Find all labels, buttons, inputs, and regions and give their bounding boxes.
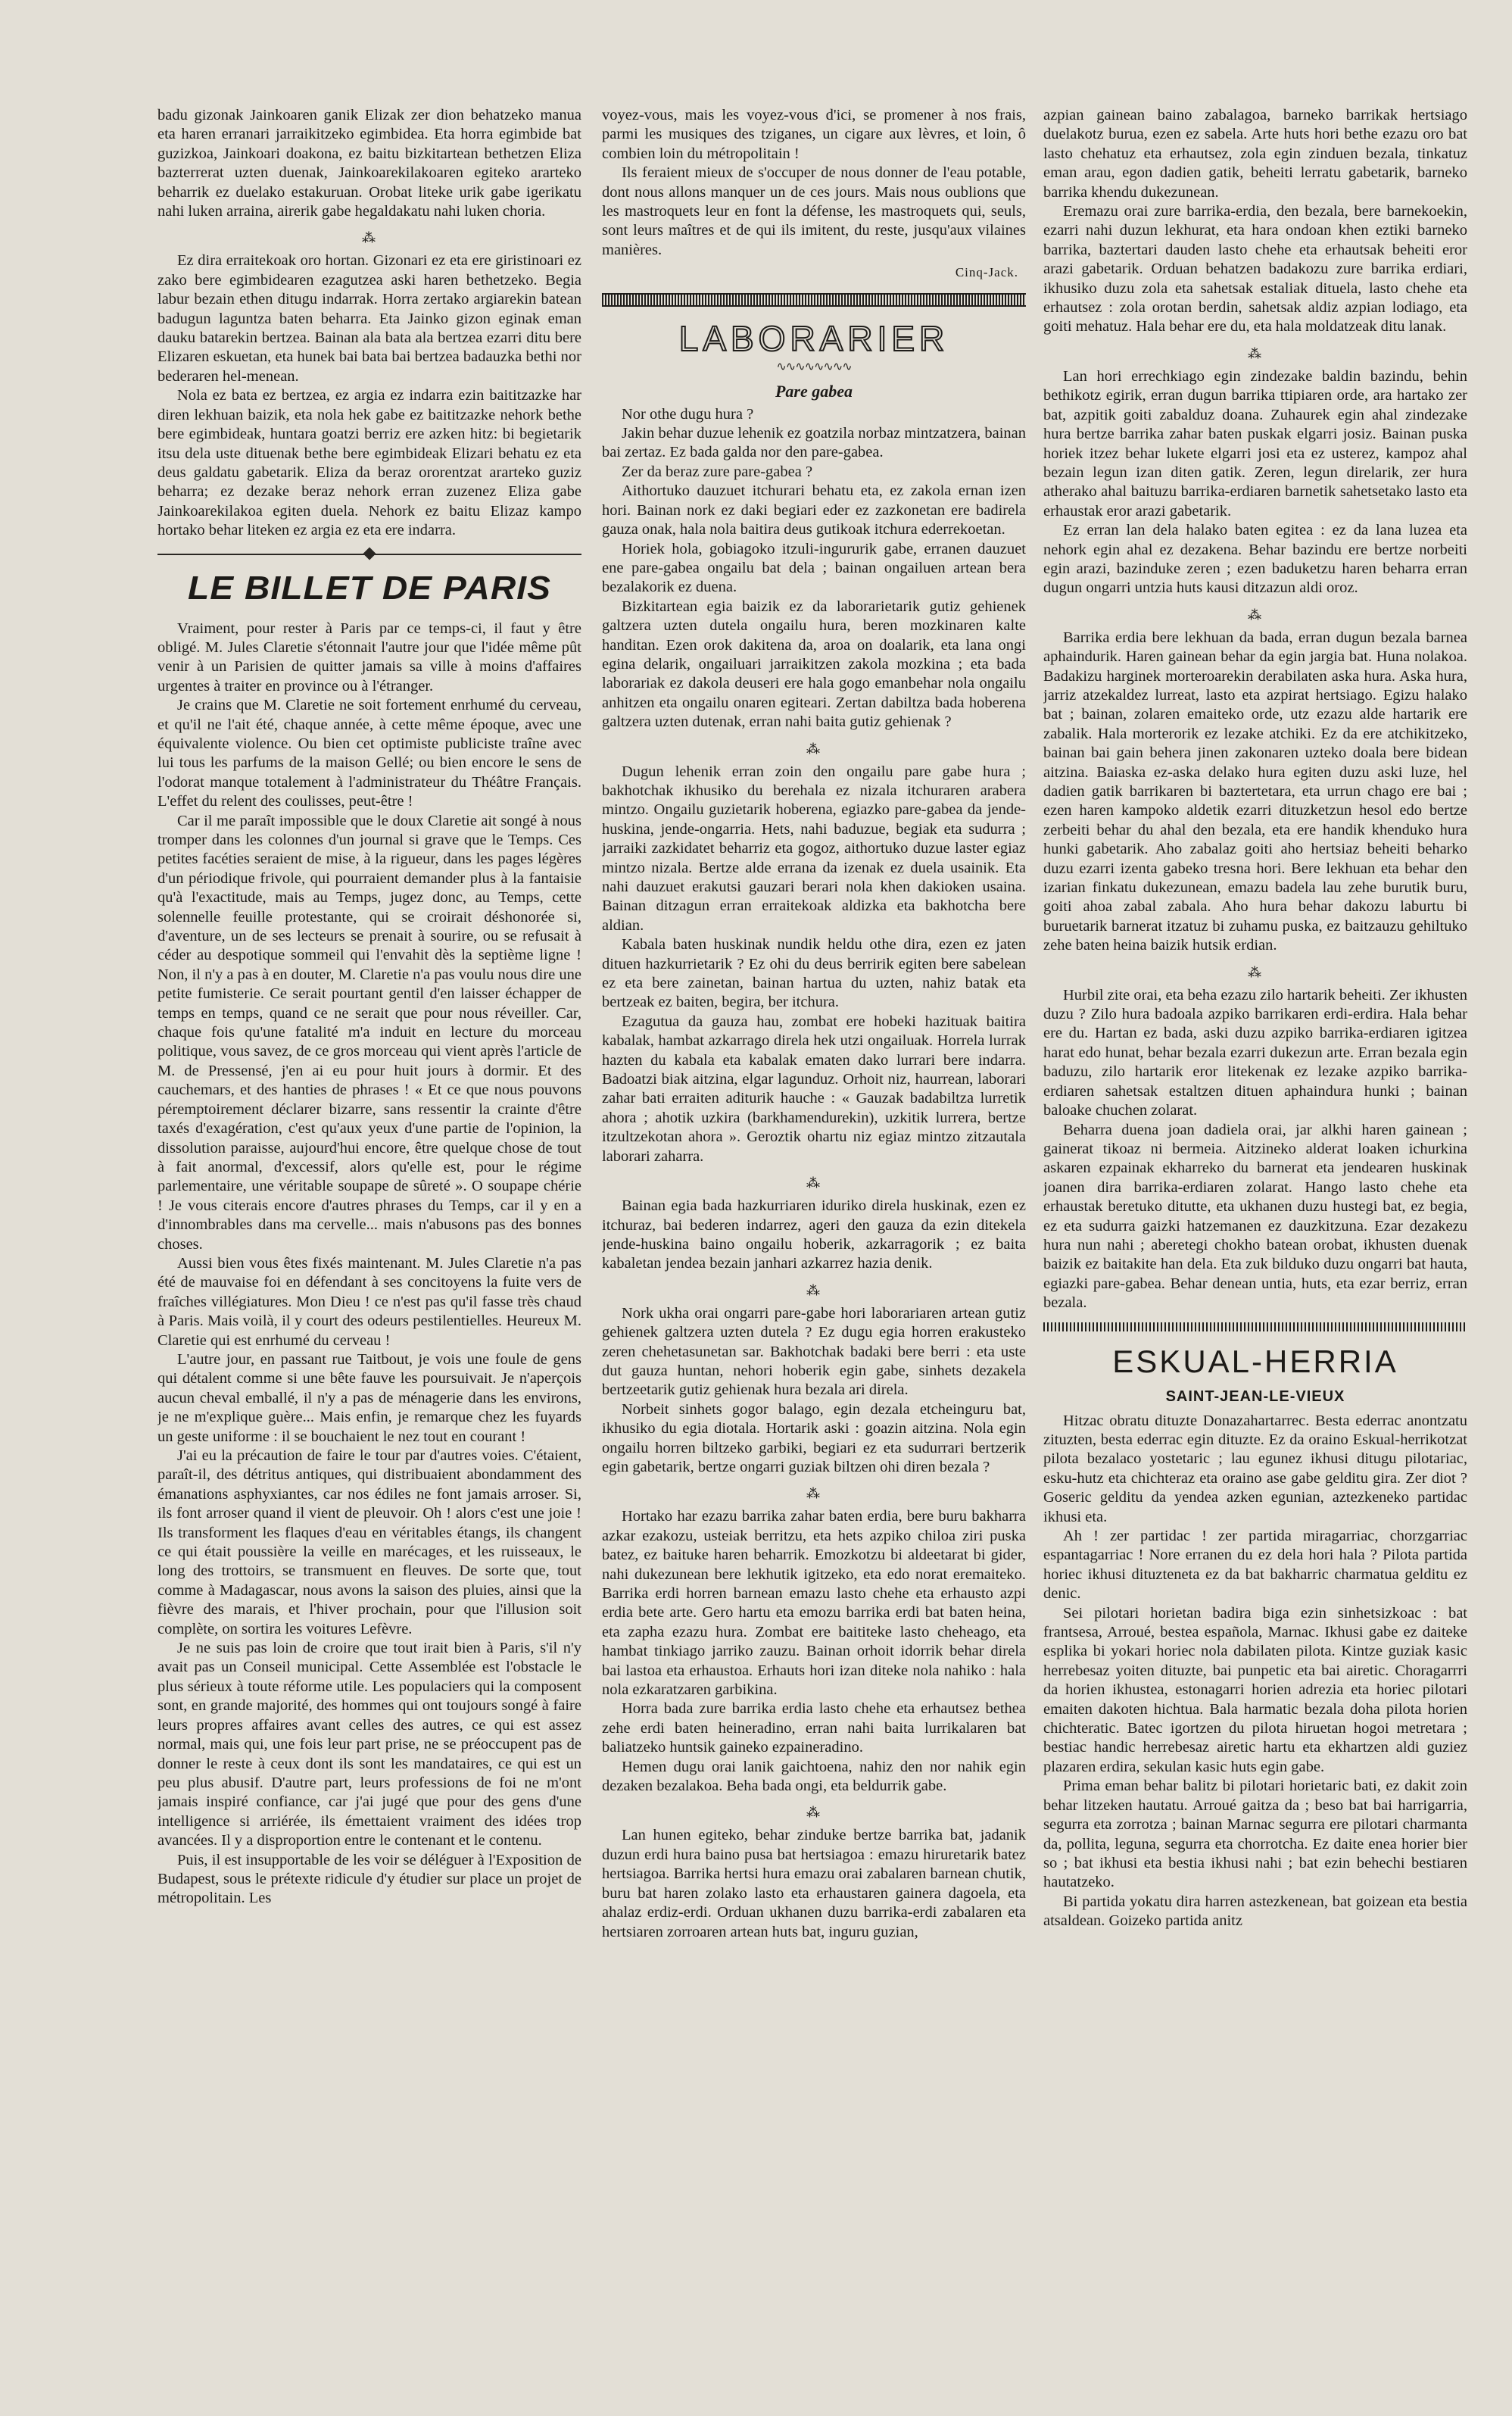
paragraph: L'autre jour, en passant rue Taitbout, je vois une foule de gens qui détalent comme si une bête fauve les poursuivait. Je n'aperçois aucun cheval emballé, il n'y a pas de ménagerie dans les environs, je ne m'explique guère... Mais enfin, je remarque chez les fuyards un geste uniforme : il se bouchaient le nez tout en courant ! <box>157 1350 581 1445</box>
paragraph: Car il me paraît impossible que le doux Claretie ait songé à nous tromper dans les colonnes d'un journal si grave que le Temps. Ces petites facéties seraient de mise, à la rigueur, dans les pages légères d'un périodique frivole, qui pourraient demander plus à la fantaisie qu'à l'exactitude, mais au Temps, jugez donc, au Temps, cette solennelle feuille protestante, qui se croirait déshonorée si, d'aventure, un de ses lecteurs se prenait à sourire, ou se refusait à céder au despotique sommeil qui l'envahit dès la septième ligne ! Non, il n'y a pas à en douter, M. Claretie n'a pas voulu nous dire une petite fumisterie. Ce serait pourtant gentil d'en laisser échapper de temps en temps, quand ce ne serait que pour nous réveiller. Car, chaque fois qu'une fatalité m'a induit en lecture du morceau politique, vous savez, de ce gros morceau qui vient après l'article de M. de Pressensé, j'en ai eu pour huit jours à dormir. Et des cauchemars, et des hanties de phrases ! « Et ce que nous pouvons péremptoirement déclarer bizarre, sans ressentir la crainte d'être taxés d'exagération, c'est qu'aux yeux d'une partie de l'opinion, la dissolution paraisse, aujourd'hui encore, être quelque chose de tout à fait anormal, d'excessif, alors qu'elle est, pour le régime parlementaire, une véritable soupape de sûreté ». O soupape chérie ! Je vous citerais encore d'autres phrases du Temps, car il y en a d'innombrables dans ma cervelle... mais n'abusons pas des bonnes choses. <box>157 812 581 1253</box>
hatched-divider <box>1043 1322 1467 1331</box>
section-separator: ⁂ <box>806 1175 821 1191</box>
paragraph: azpian gainean baino zabalagoa, barneko barrikak hertsiago duelakotz burua, ezen ez sabela. Arte huts hori bethe ezazu oro bat lasto chehatuz eta erhautsez, zola egin zinduen bezala, tinkatuz eman arau, egon dadien gatik, beheiti lerratu gabetarik, barneko barrika khendu dukezunean. <box>1043 107 1467 201</box>
paragraph: Barrika erdia bere lekhuan da bada, erran dugun bezala barnea aphaindurik. Haren gainean behar da egin jargia bat. Huna nolakoa. Badakizu harginek morteroarekin derabilaten aska hura. Aska hura, jarriz atzekaldez lurreat, lasto eta azpirat hertsiago. Egizu halako bat ; bainan, zolaren emaiteko orde, utz ezazu alde hartarik ere zabalik. Hala morterorik ez lezake atchiki. Ez da ere atchikitzeko, bainan bai gain behera jinen zakonaren uzteko doala bere bidean aitzina. Baiaska ez-aska delako hura egiten duzu aski luze, hel dadien gatik barrikaren bi baztertetara, eta urrun chago ere bai ; ezen haren kampoko aldetik ezarri dituzketzun hesol edo bertze zerbeiti behar du ahal den bezala, eta ere handik khenduko hura hunki gabetarik. Aho zabalaz goiti aho hertsiaz beheiti beharko duzu ezarri izenta gabeko tresna hori. Bere lekhuan eta behar den izarian finkatu dukezunean, emazu badela lau zehe burutik buru, goiti ahoa zabal zabala. Aho hura behar dakozu laburtu bi buruetarik barnerat itzatuz bi zuhamu puska, ez baitzauzu gehiltuko zehe baten heina baizik hutsik erdian. <box>1043 629 1467 954</box>
paragraph: Hitzac obratu dituzte Donazahartarrec. Besta ederrac anontzatu zituzten, besta ederrac egin dituzte. Ez da oraino Eskual-herrikotzat pilota bezalaco yostetaric ; lau egunez ikhusi ditugu pilotariac, esku-hutz eta chichteraz eta oraino ase gabe gelditu gira. Zer diot ? Goseric gelditu da yendea azken egunian, aztezkeneko partidac ikhusi eta. <box>1043 1412 1467 1525</box>
paragraph: Ez dira erraitekoak oro hortan. Gizonari ez eta ere giristinoari ez zako bere egimbidearen ezagutzea aski haren bethetzeko. Begia labur bezain ethen ditugu indarrak. Horra zertako argiarekin batean badugun laguntza baten beharra. Eta Jainko gizon eginak eman dauku batarekin bertzea. Bainan ala bata ala bertzea ezarri ditu bere Elizaren eskuetan, eta hunek bai bata bai bertzea badauzka bethi nor bederaren hel-menean. <box>157 252 581 385</box>
paragraph: Hortako har ezazu barrika zahar baten erdia, bere buru bakharra azkar ezakozu, usteiak berritzu, eta hets azpiko chiloa ziri puska batez, ez baituke haren beharrik. Emozkotzu bi aldeetarat bi gider, nahi dukezunean bere lekhutik igitzeko, eta edo norat eremaiteko. Barrika erdi horren barnean emazu lasto chehe eta erhausto azpi erdia bete arte. Gero hartu eta emozu barrika erdi bat baten heina, eta zapha ezazu hura. Zombat ere baititeke lasto cheheago, eta hambat tinkiago jarriko zauzu. Bainan orhoit idorrik behar direla bai lastoa eta erhaustoa. Erhauts hori izan diteke nola nahiko : hala nola ezkaratzaren garbikina. <box>602 1508 1026 1699</box>
paragraph: Ez erran lan dela halako baten egitea : ez da lana luzea eta nehork egin ahal ez dezakena. Behar bazindu ere bertze norbeiti egin arazi, bazinduke zeren ; ezen baduketzu haren beharra erran dugun ongarri untzia huts kausi ditzazun aldi oroz. <box>1043 522 1467 597</box>
paragraph: Bi partida yokatu dira harren astezkenean, bat goizean eta bestia atsaldean. Goizeko partida anitz <box>1043 1893 1467 1930</box>
wavy-ornament: ∿∿∿∿∿∿∿∿ <box>776 360 852 373</box>
column-2 <box>602 106 1026 2348</box>
section-separator: ⁂ <box>806 1486 821 1502</box>
paragraph: Ils feraient mieux de s'occuper de nous donner de l'eau potable, dont nous allons manquer un de ces jours. Mais nous oublions que les mastroquets leur en font la défense, les mastroquets qui, seuls, sont leurs maîtres et de qui ils imitent, du reste, jusqu'aux vilaines manières. <box>602 164 1026 258</box>
paragraph: Lan hunen egiteko, behar zinduke bertze barrika bat, jadanik duzun erdi hura baino pusa bat hertsiagoa : emazu hiruretarik batez hertsiagoa. Barrika hertsi hura emazu orai zabalaren barnean chutik, buru bat haren zolako lasto eta erhaustaren gainera dagoela, eta ahalaz erdiz-erdi. Orduan ukhanen duzu barrika-erdi zabalaren eta hertsiaren zorroaren artean huts bat, inguru guzian, <box>602 1827 1026 1940</box>
paragraph: Horra bada zure barrika erdia lasto chehe eta erhautsez bethea zehe erdi baten heineradino, erran nahi baita lurrikalaren bat baliatzeko huntsik gaineko ezpaineradino. <box>602 1700 1026 1756</box>
section-separator: ⁂ <box>806 1805 821 1821</box>
paragraph: Je ne suis pas loin de croire que tout irait bien à Paris, s'il n'y avait pas un Conseil municipal. Cette Assemblée est l'obstacle le plus sérieux à toute réforme utile. Les populaciers qui la composent sont, en grande majorité, des hommes qui ont toujours songé à faire leurs propres affaires avant celles des autres, ce qui est assez normal, mais qui, une fois leur part prise, ne se préoccupent pas de donner le reste à ceux dont ils sont les mandataires, ce qui est un peu plus abusif. D'autre part, leurs professions de foi ne m'ont jamais inspiré confiance, car j'ai jugé que pour des gens d'une intelligence si arriérée, ils émettaient vraiment des idées trop avancées. Il y a disproportion entre le contenant et le contenu. <box>157 1640 581 1849</box>
section-separator: ⁂ <box>1248 964 1263 980</box>
saint-jean-subtitle: SAINT-JEAN-LE-VIEUX <box>1165 1387 1345 1405</box>
paragraph: J'ai eu la précaution de faire le tour par d'autres voies. C'étaient, paraît-il, des détritus antiques, qui distribuaient abondamment des émanations asphyxiantes, car nos édiles ne font jamais arroser. Si, ils font arroser quand il vient de pleuvoir. Oh ! alors c'est une joie ! Ils transforment les flaques d'eau en véritables étangs, ils changent ce qui était poussière la veille en marécages, et les ruisseaux, le long des trottoirs, se transmuent en fleuves. De sorte que, tout comme à Madagascar, nous avons la saison des pluies, ainsi que la fièvre des marais, et l'hiver prochain, pour que l'illusion soit complète, on sortira les voitures Lefèvre. <box>157 1447 581 1637</box>
laborarier-article <box>602 405 1026 1942</box>
paragraph: Lan hori errechkiago egin zindezake baldin bazindu, behin bethikotz egirik, erran dugun barrika ttipiaren orde, ara hartako zer bat, azpitik goiti zabalduz doana. Zuhaurek egin ahal zindezake hura bertze barrika zahar baten puskak elgarri josiz. Bainan puska horiek itzez behar lukete elgarri josi eta ez usterez, kampoz ahal bezain legun izan diten gatik. Zeren, legun direlarik, zer hura atherako ahal baituzu barrika-erdiaren barnetik sahetsetako lasto eta erhaustak eror arazi gabetarik. <box>1043 367 1467 520</box>
intro-article <box>157 106 581 541</box>
paragraph: badu gizonak Jainkoaren ganik Elizak zer dion behatzeko manua eta haren erranari jarraikitzeko egimbidea. Eta horra egimbide bat guzizkoa, Jainkoari doakona, ez baitu bizkitartean bethetzen Eliza bazterrerat uzten duenak, Jainkoarekilakoaren egiteko ararteko beharrik ez duelako estakuruan. Orobat liteke urik gabe igerikatu nahi luken arraina, airerik gabe hegaldakatu nahi luken choria. <box>157 107 581 220</box>
paragraph: Hemen dugu orai lanik gaichtoena, nahiz den nor nahik egin dezaken bezalakoa. Beha bada ongi, eta beldurrik gabe. <box>602 1758 1026 1795</box>
billet-signature: Cinq-Jack. <box>955 265 1018 280</box>
paragraph: Beharra duena joan dadiela orai, jar alkhi haren gainean ; gainerat tikoaz ni bermeia. Aitzineko alderat loaken ichurkina askaren ezpainak ekharreko du barnerat eta jendearen huskinak joanen dira barrika-erdiaren zolarat. Hango lasto chehe eta erhaustak beretuko ditutte, eta ukhanen duzu hustegi bat, ez begia, ez eta sudurra gaizki hatzemanen ez dauzkitzuna. Ezar dezakezu hura nun nahi ; aberetegi chokho batean orobat, ikhusten duenak baizik ez baitakite han dela. Eta zuk bilduko duzu ongarri bat hauta, egiazki pare-gabea. Behar denean untia, huts, eta ezar berriz, erran bezala. <box>1043 1121 1467 1312</box>
paragraph: Eremazu orai zure barrika-erdia, den bezala, bere barnekoekin, ezarri nahi duzun lekhurat, eta hara ondoan khen eztiki barneko barrika, baztertari dauden lasto chehe eta erhautsak beheiti eror arazi gabetarik. Orduan behatzen badakozu zure barrika erdiari, ikhusiko duzu zola eta sahetsak estaliak dituela, lasto chehe eta erhautsez : zola orotan berdin, sahetsak aldiz azpian lodiago, eta goiti mehatuz. Hala behar ere du, eta hala moldatzeak ditu lanak. <box>1043 203 1467 336</box>
hatched-divider <box>602 293 1026 307</box>
eskual-article <box>1043 1412 1467 1931</box>
billet-heading: LE BILLET DE PARIS <box>187 569 552 607</box>
paragraph: Vraiment, pour rester à Paris par ce temps-ci, il faut y être obligé. M. Jules Claretie s'étonnait l'autre jour que l'idée même pût venir à un Parisien de quitter jamais sa ville à moins d'affaires urgentes à traiter en province ou à l'étranger. <box>157 620 581 695</box>
eskual-herria-heading: ESKUAL-HERRIA <box>1112 1343 1398 1379</box>
section-separator: ⁂ <box>806 741 821 757</box>
section-separator: ⁂ <box>806 1282 821 1298</box>
paragraph: Sei pilotari horietan badira biga ezin sinhetsizkoac : bat frantsesa, Arroué, bestea española, Marnac. Ikhusi gabe ez daiteke esplika bi yokari horiec nola dabilaten pilota. Kintze guziak kasic herrebesaz yoiten dituzte, bai punpetic eta bai airetic. Choragarrri da horien ikhustea, estonagarri horien adrezia eta horiec pilotari emaiten dakoten hichtua. Bala harmatic bezala doha pilota horien chichteratic. Batec igortzen du pilota hiruetan hogoi metretara ; bestiac handic herrebesaz airetic hartu eta ekhartzen aldi guziez plazaren erdira, sekulan kasic huts egin gabe. <box>1043 1604 1467 1775</box>
paragraph: Aussi bien vous êtes fixés maintenant. M. Jules Claretie n'a pas été de mauvaise foi en défendant à ses concitoyens la fuite vers de fraîches villégiatures. Mon Dieu ! ce n'est pas qu'il fasse très chaud à Paris. Mais voilà, il y court des odeurs pestilentielles. Heureux M. Claretie qui est enrhumé du cerveau ! <box>157 1254 581 1349</box>
pare-gabea-subtitle: Pare gabea <box>775 381 853 401</box>
section-separator: ⁂ <box>1248 345 1263 361</box>
paragraph: Nor othe dugu hura ? <box>622 405 754 423</box>
billet-article <box>157 620 581 1909</box>
paragraph: Horiek hola, gobiagoko itzuli-ingururik gabe, erranen dauzuet ene pare-gabea ongailu bat dela ; bainan ongailuen artean bera bezalakorik ez duena. <box>602 540 1026 596</box>
paragraph: Dugun lehenik erran zoin den ongailu pare gabe hura ; bakhotchak ikhusiko du berehala ez nizala itchuraren arabera mintzo. Ongailu guzietarik hoberena, egiazko pare-gabea da jende-huskina, jende-ongarria. Hets, nahi baduzue, begiak eta sudurra ; jarraiki zazkidatet beharriz eta gogoz, aithortuko duzue laster egiaz mintzo nizala. Bertze alde errana da izenak ez duela usainik. Eta nahi dauzuet erakutsi gauzari berari nola khen dakioken usaina. Bainan ditzagun erran erraitekoak aldizka eta bakhotcha bere aldian. <box>602 763 1026 934</box>
paragraph: Prima eman behar balitz bi pilotari horietaric bati, ez dakit zoin behar litzeken hautatu. Arroué gaitza da ; beso bat bai harrigarria, segurra eta zorrotza ; bainan Marnac segurra ere pilotari charmanta da, pollita, leguna, segurra eta chorrotcha. Ez daite enea horier bier so ; bat ikhusi eta bestia ikhusi nahi ; bat ezin behechi bestiaren hautatzeko. <box>1043 1778 1467 1891</box>
section-separator: ⁂ <box>362 230 377 246</box>
paragraph: Ezagutua da gauza hau, zombat ere hobeki hazituak baitira kabalak, hambat azkarrago direla hek utzi ongailuak. Horrela lurrak hazten du kabala eta kabalak ematen dako lurrari bere indarra. Badoatzi biak aitzina, elgar lagunduz. Orhoit niz, haurrean, laborari zahar bati erraiten aditurik hauche : « Gauzak badabiltza lurretik ahora ; ahotik uzkira (barkhamendurekin), uzkitik lurrera, bertze itzultzekotan ahora ». Geroztik ohartu niz egiaz mintzo zitzautala laborari zaharra. <box>602 1013 1026 1165</box>
paragraph: Je crains que M. Claretie ne soit fortement enrhumé du cerveau, et qu'il ne l'ait été, chaque année, à cette même époque, avec une équivalente violence. Ou bien cet optimiste publiciste traîne avec lui tous les parfums de la maison Gellé; ou bien encore le sens de l'odorat manque totalement à l'administrateur du Théâtre Français. L'effet du relent des coulisses, peut-être ! <box>157 697 581 810</box>
column-1 <box>157 106 581 2348</box>
paragraph: Ah ! zer partidac ! zer partida miragarriac, chorzgarriac espantagarriac ! Nore erranen du ez dela hori hala ? Pilota partida horiec ikhusi dituzteneta ez da bat bakharric charmatua gelditu ez denic. <box>1043 1528 1467 1603</box>
paragraph: Hurbil zite orai, eta beha ezazu zilo hartarik beheiti. Zer ikhusten duzu ? Zilo hura badoala azpiko barrikaren erdi-erdira. Hala behar ere du. Hartan ez bada, aski duzu azpiko barrika-erdiaren igitzea harat edo hunat, behar bezala ezarri dukezun arte. Erran bezala egin baduzu, zilo hartarik eror litekenak ez lezake azpiko barrika-erdiaren sahetsak estaltzen dituen aphaindura hunki ; bainan baloake chuchen zolarat. <box>1043 986 1467 1119</box>
divider-rule <box>157 548 581 560</box>
paragraph: Nola ez bata ez bertzea, ez argia ez indarra ezin baititzazke har diren lekhuan baizik, eta nola hek gabe ez baititzazke nehork bethe bere egimbideak, huntara goatzi berriz ere azken hitz: bi begietarik itsu dela uste dituenak bethe bere egimbideak Elizari behatu ez eta deus galdatu gabetarik. Eliza da beraz ororentzat ararteko guziz beharra; ez dezake beraz nehork erran zuzenez Eliza gabe Jainkoarekilakoa egiten duela. Nehork ez baitu Elizaz kampo hortako behar liteken ez argia ez eta ere indarra. <box>157 387 581 539</box>
paragraph: Kabala baten huskinak nundik heldu othe dira, ezen ez jaten dituen hazkurrietarik ? Ez ohi du deus berririk egiten bere sabelean ez eta bere zainetan, bainan hartua du uzten, nahiz batak eta bertzeak ez baiten, begira, ber itchura. <box>602 936 1026 1011</box>
paragraph: Zer da beraz zure pare-gabea ? <box>622 463 813 480</box>
column-3 <box>1043 106 1467 2348</box>
laborarier-heading: LABORARIER <box>678 318 949 358</box>
paragraph: Bizkitartean egia baizik ez da laborarietarik gutiz gehienek galtzera uzten dutela ongailu hura, beren mozkinaren kalte handitan. Ezen orok dakitena da, aroa on doalarik, eta lana ongi egina delarik, ongailuari jarraikitzen zakola mozkina ; eta bada laborariak ez dakola deuseri ere hala gogo emanbehar nola ongailu anhitzen eta ongailu onaren egiteari. Zertan dabiltza bada hoberena galtzera uzten dutenak, erran nahi baita gutiz gehienak ? <box>602 598 1026 731</box>
paragraph: voyez-vous, mais les voyez-vous d'ici, se promener à nos frais, parmi les musiques des tziganes, un cigare aux lèvres, et loin, ô combien loin du métropolitain ! <box>602 107 1026 162</box>
paragraph: Bainan egia bada hazkurriaren iduriko direla huskinak, ezen ez itchuraz, bai bederen indarrez, ageri den gauza da ezin ditekela jende-huskina baino ongailu hoberik, azkarragorik ; ez baita kabaletan jendea bezain janhari azkarrez hazia denik. <box>602 1197 1026 1272</box>
paragraph: Jakin behar duzue lehenik ez goatzila norbaz mintzatzera, bainan bai zertaz. Ez bada galda nor den pare-gabea. <box>602 425 1026 461</box>
paragraph: Norbeit sinhets gogor balago, egin dezala etcheinguru bat, ikhusiko du egia diotala. Hortarik aski : goazin aitzina. Nola egin ongailu horren biltzeko garbiki, begiari ez eta sudurrari bertzerik egin gabetarik, bertze ongarri guziak biltzen ohi diren bezala ? <box>602 1400 1026 1475</box>
paragraph: Aithortuko dauzuet itchurari behatu eta, ez zakola ernan izen hori. Bainan nork ez daki begiari eder ez zazkonetan ere badirela gauza onak, hala nola baitira deus gutikoak itchura ederrekoetan. <box>602 482 1026 538</box>
paragraph: Puis, il est insupportable de les voir se déléguer à l'Exposition de Budapest, sous le prétexte ridicule d'y étudier sur place un projet de métropolitain. Les <box>157 1851 581 1907</box>
section-separator: ⁂ <box>1248 607 1263 623</box>
paragraph: Nork ukha orai ongarri pare-gabe hori laborariaren artean gutiz gehienek galtzera uzten dutela ? Ez dugu egia horren erakusteko zeren chehetasunetan sar. Bakhotchak badaki bere berri : eta uste dut gauza huntan, nehori hoberik egin gabe, sinhets dezakela bertzeetarik gutiz gehienak hura bezala ari direla. <box>602 1304 1026 1399</box>
